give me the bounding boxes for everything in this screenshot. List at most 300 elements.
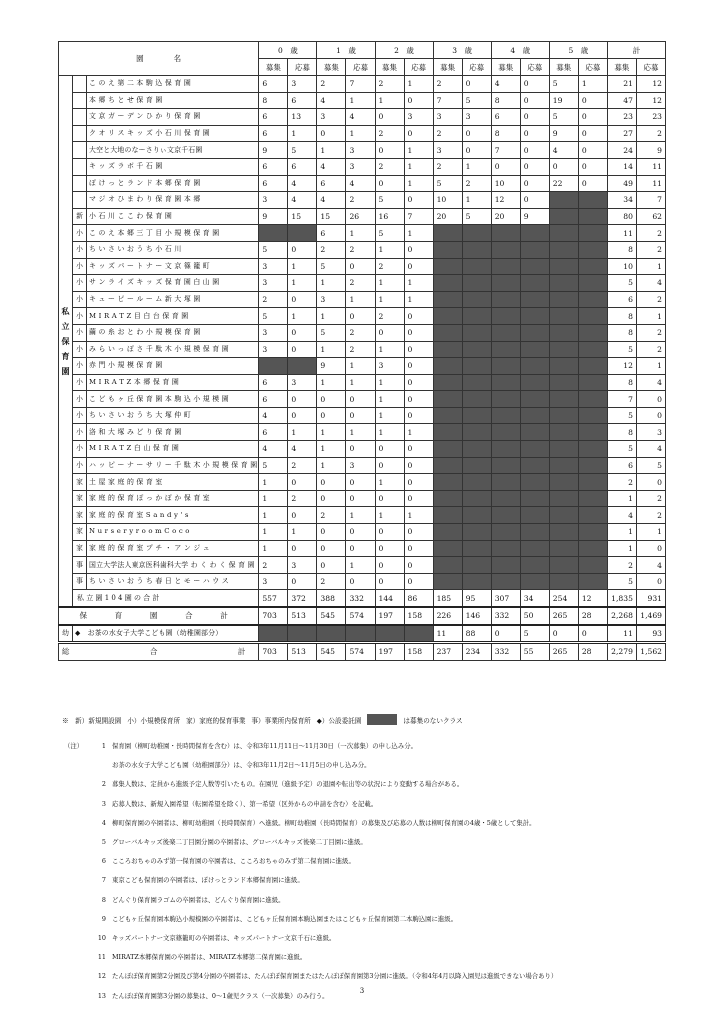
- value-cell: 4: [259, 407, 288, 424]
- value-cell: 8: [607, 374, 636, 391]
- note-item: [64, 891, 704, 910]
- nursery-name: N u r s e r y r o o m C o c o: [87, 524, 259, 541]
- note-text: グローバルキッズ後楽二丁目園分園の卒園者は、グローバルキッズ後楽二丁目園に進級。: [112, 838, 367, 847]
- nursery-name: こ の え 本 郷 三 丁 目 小 規 模 保 育 園: [87, 225, 259, 242]
- value-cell: 1: [404, 142, 433, 159]
- note-number: 6: [101, 857, 106, 866]
- value-cell: 0: [346, 308, 375, 325]
- value-cell: 1: [288, 524, 317, 541]
- value-cell: 1,469: [636, 607, 665, 625]
- value-cell: 0: [404, 490, 433, 507]
- category-prefix: 小: [73, 241, 87, 258]
- value-cell: 0: [288, 291, 317, 308]
- notes-head: [64, 756, 84, 775]
- value-cell: 6: [259, 76, 288, 93]
- value-cell: 1: [375, 407, 404, 424]
- note-item: [64, 929, 704, 948]
- value-cell: 1: [317, 341, 346, 358]
- table-row: [59, 490, 666, 507]
- value-cell: 1: [636, 358, 665, 375]
- sub-header-recruit: 募集: [549, 59, 578, 76]
- value-cell: [491, 258, 520, 275]
- value-cell: 23: [607, 109, 636, 126]
- value-cell: 0: [375, 524, 404, 541]
- value-cell: 144: [375, 590, 404, 607]
- value-cell: 158: [404, 607, 433, 625]
- value-cell: 0: [462, 76, 491, 93]
- nursery-total-row: [59, 607, 666, 625]
- value-cell: [491, 557, 520, 574]
- legend-item: ◆）公設委託園: [316, 716, 362, 725]
- value-cell: 0: [288, 341, 317, 358]
- value-cell: [491, 374, 520, 391]
- value-cell: [288, 625, 317, 643]
- value-cell: 3: [375, 358, 404, 375]
- value-cell: [491, 225, 520, 242]
- value-cell: 1: [375, 291, 404, 308]
- table-row: [59, 391, 666, 408]
- value-cell: 15: [288, 208, 317, 225]
- group-label: 私立保育園: [59, 76, 73, 608]
- value-cell: [578, 358, 607, 375]
- value-cell: 1: [607, 524, 636, 541]
- value-cell: [491, 474, 520, 491]
- value-cell: 0: [404, 457, 433, 474]
- value-cell: 0: [317, 125, 346, 142]
- value-cell: 0: [404, 258, 433, 275]
- value-cell: 1: [462, 158, 491, 175]
- value-cell: [433, 457, 462, 474]
- value-cell: [549, 524, 578, 541]
- value-cell: 2: [317, 76, 346, 93]
- value-cell: 0: [404, 358, 433, 375]
- value-cell: 1: [346, 125, 375, 142]
- value-cell: [578, 424, 607, 441]
- note-text: たんぽぽ保育園第2分園及び第4分園の卒園者は、たんぽぽ保育園またはたんぽぽ保育園第3分園に進級。（令和4年4月以降入園児は進級できない場合あり）: [112, 972, 558, 981]
- value-cell: [578, 241, 607, 258]
- category-prefix: 小: [73, 424, 87, 441]
- value-cell: [578, 208, 607, 225]
- note-text: 柳町保育園の卒園者は、柳町幼稚園（長時間保育）へ進級。柳町幼稚園（長時間保育）の募集及び応募の人数は柳町保育園の4歳・5歳として集計。: [112, 818, 536, 827]
- value-cell: [462, 225, 491, 242]
- category-prefix: 事: [73, 573, 87, 590]
- value-cell: 0: [317, 474, 346, 491]
- sub-header-recruit: 募集: [607, 59, 636, 76]
- value-cell: [433, 225, 462, 242]
- value-cell: 2: [636, 507, 665, 524]
- nursery-name: 洛 和 大 塚 み ど り 保 育 園: [87, 424, 259, 441]
- value-cell: 1: [317, 424, 346, 441]
- value-cell: [491, 241, 520, 258]
- value-cell: 513: [288, 607, 317, 625]
- note-number: [84, 756, 106, 775]
- value-cell: [520, 341, 549, 358]
- value-cell: 0: [520, 158, 549, 175]
- table-row: [59, 175, 666, 192]
- value-cell: 0: [375, 573, 404, 590]
- value-cell: [549, 308, 578, 325]
- value-cell: 5: [462, 208, 491, 225]
- value-cell: 0: [317, 407, 346, 424]
- value-cell: 3: [288, 76, 317, 93]
- note-number: 2: [101, 780, 106, 789]
- value-cell: 5: [259, 308, 288, 325]
- value-cell: [520, 507, 549, 524]
- nursery-name: サ ン ラ イ ズ キ ッ ズ 保 育 園 白 山 園: [87, 275, 259, 292]
- value-cell: 237: [433, 643, 462, 661]
- value-cell: [549, 557, 578, 574]
- value-cell: 0: [375, 109, 404, 126]
- value-cell: 2: [288, 490, 317, 507]
- value-cell: 2: [433, 158, 462, 175]
- value-cell: [462, 490, 491, 507]
- value-cell: 23: [636, 109, 665, 126]
- value-cell: 5: [607, 407, 636, 424]
- value-cell: [491, 573, 520, 590]
- value-cell: 5: [259, 241, 288, 258]
- value-cell: 0: [578, 92, 607, 109]
- value-cell: [578, 557, 607, 574]
- value-cell: 0: [346, 391, 375, 408]
- value-cell: [549, 457, 578, 474]
- value-cell: 5: [607, 441, 636, 458]
- value-cell: 12: [636, 92, 665, 109]
- value-cell: 234: [462, 643, 491, 661]
- value-cell: 11: [433, 625, 462, 643]
- category-prefix: 小: [73, 391, 87, 408]
- nursery-name: 繭 の 糸 お と わ 小 規 模 保 育 園: [87, 324, 259, 341]
- value-cell: 12: [578, 590, 607, 607]
- value-cell: [462, 474, 491, 491]
- value-cell: [520, 308, 549, 325]
- table-row: [59, 573, 666, 590]
- category-prefix: [73, 92, 87, 109]
- sub-header-recruit: 募集: [433, 59, 462, 76]
- value-cell: 146: [462, 607, 491, 625]
- value-cell: [433, 490, 462, 507]
- value-cell: [549, 358, 578, 375]
- value-cell: [549, 391, 578, 408]
- total-header: 計: [607, 42, 665, 59]
- value-cell: 12: [636, 76, 665, 93]
- value-cell: [578, 573, 607, 590]
- value-cell: 6: [317, 225, 346, 242]
- value-cell: 4: [607, 507, 636, 524]
- sub-header-apply: 応募: [520, 59, 549, 76]
- value-cell: 28: [578, 607, 607, 625]
- value-cell: 2: [259, 291, 288, 308]
- category-prefix: 家: [73, 507, 87, 524]
- nursery-name: M I R A T Z 目 白 台 保 育 園: [87, 308, 259, 325]
- value-cell: 8: [259, 92, 288, 109]
- value-cell: 1: [346, 92, 375, 109]
- value-cell: 0: [578, 142, 607, 159]
- category-prefix: [73, 76, 87, 93]
- value-cell: [259, 358, 288, 375]
- value-cell: 2: [375, 76, 404, 93]
- value-cell: 3: [259, 324, 288, 341]
- notes-head: [64, 871, 84, 890]
- value-cell: 3: [346, 142, 375, 159]
- value-cell: [549, 507, 578, 524]
- value-cell: [549, 441, 578, 458]
- legend-item: ※ 新）新規開設園: [62, 716, 122, 725]
- value-cell: 5: [607, 573, 636, 590]
- legend-swatch: [367, 714, 397, 725]
- value-cell: 6: [259, 175, 288, 192]
- value-cell: 0: [404, 192, 433, 209]
- value-cell: [549, 225, 578, 242]
- value-cell: 2: [259, 557, 288, 574]
- value-cell: 2: [636, 490, 665, 507]
- value-cell: 2: [636, 291, 665, 308]
- value-cell: 0: [288, 540, 317, 557]
- value-cell: 265: [549, 643, 578, 661]
- value-cell: 88: [462, 625, 491, 643]
- value-cell: [549, 341, 578, 358]
- notes-head: [64, 852, 84, 871]
- value-cell: 0: [520, 192, 549, 209]
- value-cell: 3: [433, 109, 462, 126]
- value-cell: [433, 557, 462, 574]
- value-cell: 0: [578, 125, 607, 142]
- nursery-name: M I R A T Z 白 山 保 育 園: [87, 441, 259, 458]
- note-item: [64, 775, 704, 794]
- value-cell: 4: [288, 175, 317, 192]
- value-cell: 0: [288, 324, 317, 341]
- value-cell: 7: [433, 92, 462, 109]
- table-row: [59, 92, 666, 109]
- value-cell: 1: [404, 225, 433, 242]
- category-prefix: [73, 175, 87, 192]
- value-cell: 9: [259, 208, 288, 225]
- value-cell: 11: [607, 625, 636, 643]
- value-cell: 1: [346, 557, 375, 574]
- value-cell: [491, 275, 520, 292]
- value-cell: 0: [636, 391, 665, 408]
- value-cell: 0: [375, 540, 404, 557]
- table-row: [59, 142, 666, 159]
- value-cell: 0: [404, 524, 433, 541]
- category-prefix: 小: [73, 291, 87, 308]
- value-cell: 1: [288, 125, 317, 142]
- value-cell: 1: [259, 507, 288, 524]
- value-cell: 21: [607, 76, 636, 93]
- value-cell: [433, 324, 462, 341]
- value-cell: 7: [491, 142, 520, 159]
- value-cell: [520, 391, 549, 408]
- value-cell: [549, 374, 578, 391]
- table-row: [59, 407, 666, 424]
- table-row: [59, 324, 666, 341]
- value-cell: [462, 507, 491, 524]
- category-prefix: 新: [73, 208, 87, 225]
- value-cell: [578, 374, 607, 391]
- value-cell: 1: [404, 291, 433, 308]
- nursery-name: 小 石 川 こ こ わ 保 育 園: [87, 208, 259, 225]
- value-cell: [578, 457, 607, 474]
- value-cell: 2: [346, 275, 375, 292]
- value-cell: 5: [607, 275, 636, 292]
- value-cell: 5: [317, 258, 346, 275]
- value-cell: 7: [404, 208, 433, 225]
- value-cell: [491, 291, 520, 308]
- value-cell: 0: [520, 76, 549, 93]
- value-cell: 5: [607, 341, 636, 358]
- table-row: [59, 474, 666, 491]
- value-cell: 12: [491, 192, 520, 209]
- value-cell: 388: [317, 590, 346, 607]
- value-cell: 2: [636, 241, 665, 258]
- value-cell: 6: [259, 158, 288, 175]
- value-cell: [520, 358, 549, 375]
- value-cell: 0: [346, 524, 375, 541]
- value-cell: [375, 625, 404, 643]
- table-row: [59, 76, 666, 93]
- value-cell: [433, 358, 462, 375]
- value-cell: [433, 241, 462, 258]
- value-cell: 0: [404, 341, 433, 358]
- value-cell: 2: [636, 225, 665, 242]
- sub-header-recruit: 募集: [317, 59, 346, 76]
- value-cell: [433, 291, 462, 308]
- value-cell: [549, 474, 578, 491]
- value-cell: [491, 424, 520, 441]
- value-cell: 3: [636, 424, 665, 441]
- note-item: [64, 967, 704, 986]
- note-number: 9: [101, 914, 106, 923]
- value-cell: [491, 507, 520, 524]
- nursery-name: 家 庭 的 保 育 室 S a n d y ' s: [87, 507, 259, 524]
- nursery-name: ハ ッ ピ ー ナ ー サ リ ー 千 駄 木 小 規 模 保 育 園: [87, 457, 259, 474]
- table-row: [59, 208, 666, 225]
- value-cell: [520, 275, 549, 292]
- value-cell: 513: [288, 643, 317, 661]
- table-row: [59, 540, 666, 557]
- value-cell: 2: [346, 324, 375, 341]
- value-cell: 0: [346, 407, 375, 424]
- value-cell: 7: [346, 76, 375, 93]
- table-row: [59, 125, 666, 142]
- value-cell: 1: [259, 474, 288, 491]
- value-cell: 34: [520, 590, 549, 607]
- value-cell: [578, 324, 607, 341]
- value-cell: 2: [375, 158, 404, 175]
- value-cell: 3: [288, 374, 317, 391]
- value-cell: 332: [491, 643, 520, 661]
- value-cell: 185: [433, 590, 462, 607]
- value-cell: [520, 291, 549, 308]
- value-cell: 5: [549, 109, 578, 126]
- sub-header-recruit: 募集: [259, 59, 288, 76]
- value-cell: [578, 192, 607, 209]
- value-cell: 1: [317, 457, 346, 474]
- value-cell: 0: [288, 391, 317, 408]
- value-cell: 0: [375, 457, 404, 474]
- value-cell: 3: [259, 258, 288, 275]
- nursery-name: み ら い っ ぽ さ 千 駄 木 小 規 模 保 育 園: [87, 341, 259, 358]
- value-cell: 2: [346, 341, 375, 358]
- value-cell: 1: [259, 540, 288, 557]
- value-cell: [491, 441, 520, 458]
- value-cell: 2: [346, 241, 375, 258]
- value-cell: 0: [520, 142, 549, 159]
- value-cell: 332: [346, 590, 375, 607]
- category-prefix: 小: [73, 374, 87, 391]
- nursery-name: ち い さ い お う ち 小 石 川: [87, 241, 259, 258]
- notes-head: [64, 910, 84, 929]
- value-cell: 1: [375, 341, 404, 358]
- value-cell: 24: [607, 142, 636, 159]
- value-cell: 0: [578, 175, 607, 192]
- notes-head: [64, 948, 84, 967]
- value-cell: 197: [375, 643, 404, 661]
- note-item: [64, 756, 704, 775]
- value-cell: 5: [375, 192, 404, 209]
- value-cell: [520, 225, 549, 242]
- value-cell: [462, 424, 491, 441]
- value-cell: [520, 258, 549, 275]
- value-cell: 3: [317, 291, 346, 308]
- value-cell: [433, 391, 462, 408]
- value-cell: 11: [607, 225, 636, 242]
- category-prefix: 小: [73, 341, 87, 358]
- value-cell: 9: [259, 142, 288, 159]
- value-cell: 15: [317, 208, 346, 225]
- value-cell: 0: [578, 109, 607, 126]
- value-cell: 2: [375, 308, 404, 325]
- note-item: [64, 833, 704, 852]
- value-cell: 6: [259, 125, 288, 142]
- value-cell: 9: [636, 142, 665, 159]
- nursery-name: キ ュ ー ピ ー ル ー ム 新 大 塚 園: [87, 291, 259, 308]
- value-cell: 0: [636, 573, 665, 590]
- category-prefix: [73, 109, 87, 126]
- value-cell: 4: [288, 192, 317, 209]
- legend-item: 事）事業所内保育所: [251, 716, 311, 725]
- value-cell: [317, 625, 346, 643]
- note-number: 4: [101, 818, 106, 827]
- value-cell: 557: [259, 590, 288, 607]
- legend-item: 家）家庭的保育事業: [186, 716, 246, 725]
- value-cell: 2: [317, 573, 346, 590]
- value-cell: 4: [636, 557, 665, 574]
- notes-head: [64, 929, 84, 948]
- value-cell: [549, 540, 578, 557]
- category-prefix: 小: [73, 358, 87, 375]
- value-cell: 3: [259, 573, 288, 590]
- value-cell: 1: [404, 158, 433, 175]
- nursery-name: 家 庭 的 保 育 ぽ っ か ぽ か 保 育 室: [87, 490, 259, 507]
- value-cell: 1: [288, 275, 317, 292]
- value-cell: [433, 275, 462, 292]
- value-cell: [520, 441, 549, 458]
- value-cell: 1: [346, 424, 375, 441]
- value-cell: 6: [607, 457, 636, 474]
- value-cell: [462, 557, 491, 574]
- value-cell: 4: [317, 92, 346, 109]
- value-cell: 1: [375, 275, 404, 292]
- value-cell: [433, 540, 462, 557]
- table-row: [59, 308, 666, 325]
- note-number: 10: [97, 934, 106, 943]
- value-cell: [462, 374, 491, 391]
- value-cell: 6: [607, 291, 636, 308]
- value-cell: 1: [636, 258, 665, 275]
- value-cell: [462, 540, 491, 557]
- value-cell: 0: [549, 158, 578, 175]
- value-cell: 158: [404, 643, 433, 661]
